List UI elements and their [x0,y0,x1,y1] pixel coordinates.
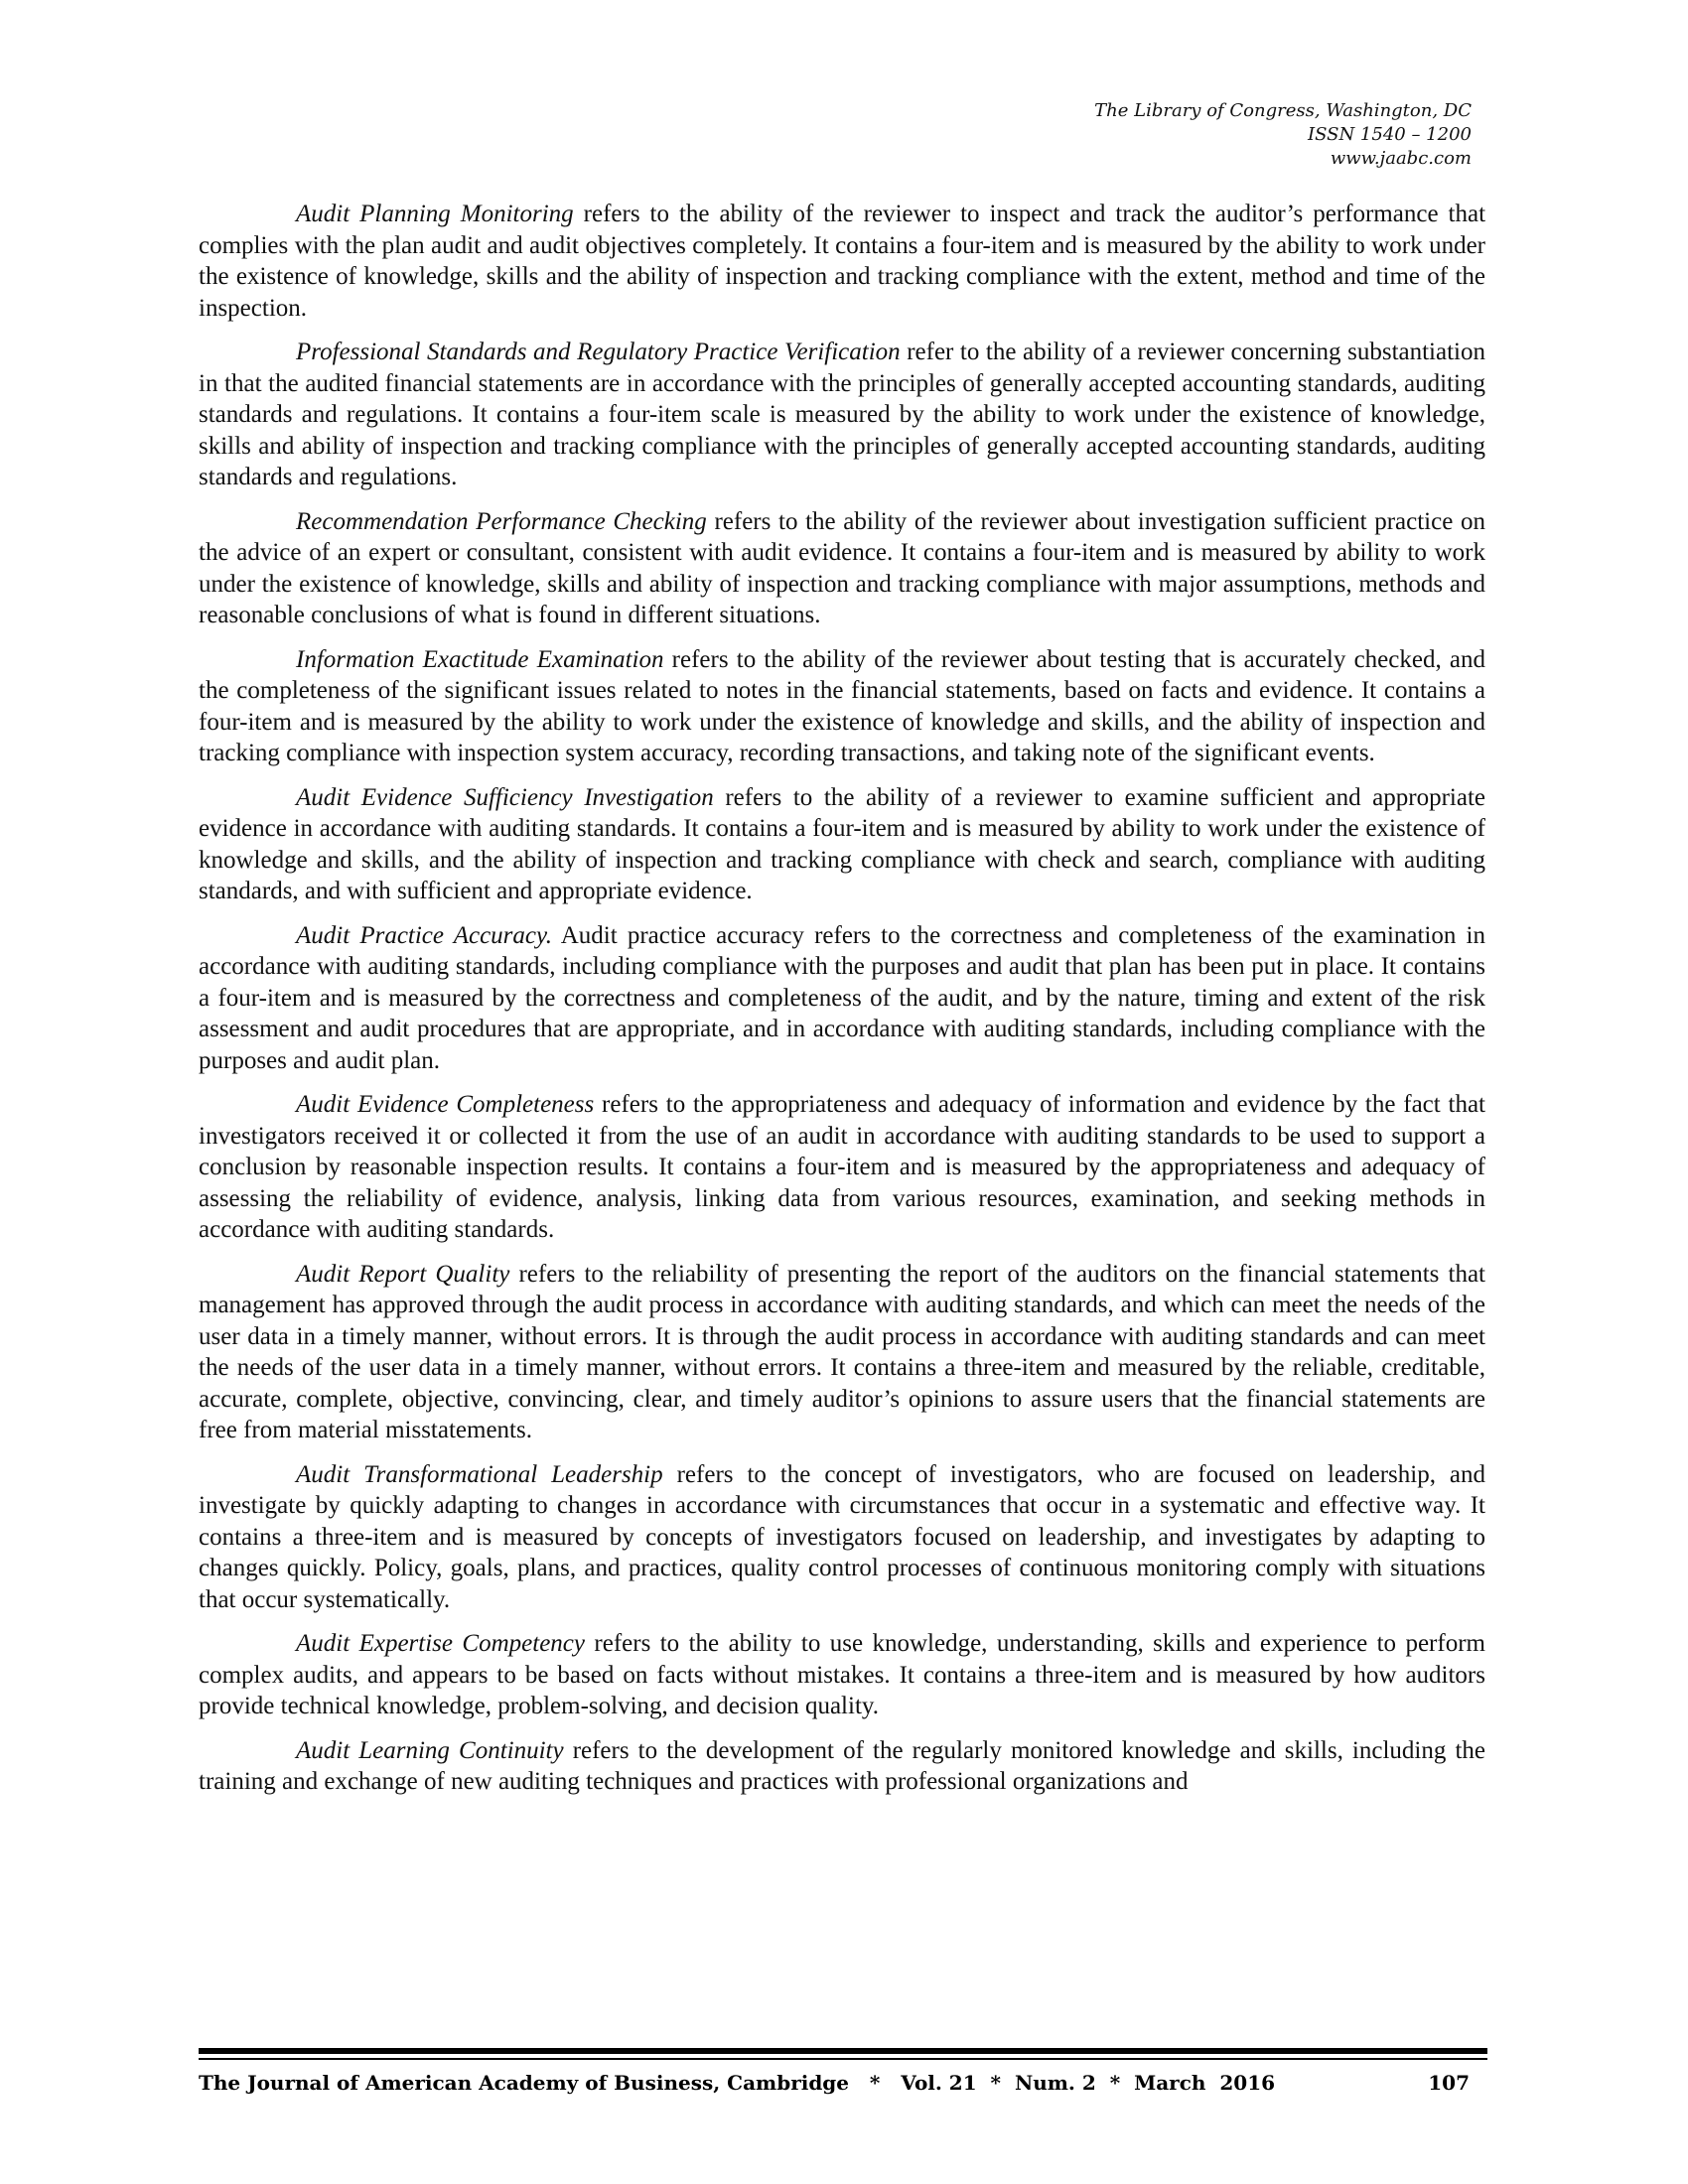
page-number: 107 [1428,2071,1470,2095]
defined-term: Audit Learning Continuity [296,1736,564,1764]
paragraph-text: refers to the development of the regularly monitored knowledge and skills, including the training and exchange of new auditing techniques and practices with professional organizations and [199,1736,1485,1795]
paragraph [199,1628,1485,1722]
paragraph-text: refers to the concept of investigators, who are focused on leadership, and investigate by quickly adapting to changes in accordance with circumstances that occur in a systematic and effective way. It contains a three-item and is measured by concepts of investigators focused on leadership, and investigates by adapting to changes quickly. Policy, goals, plans, and practices, quality control processes of continuous monitoring comply with situations that occur systematically. [199,1460,1485,1613]
paragraph-text: refers to the reliability of presenting the report of the auditors on the financial statements that management has approved through the audit process in accordance with auditing standards, and which can meet the needs of the user data in a timely manner, without errors. It is through the audit process in accordance with auditing standards and can meet the needs of the user data in a timely manner, without errors. It contains a three-item and measured by the reliable, creditable, accurate, complete, objective, convincing, clear, and timely auditor’s opinions to assure users that the financial statements are free from material misstatements. [199,1260,1485,1443]
paragraph-text: refers to the ability of the reviewer to inspect and track the auditor’s performance that complies with the plan audit and audit objectives completely. It contains a four-item and is measured by the ability to work under the existence of knowledge, skills and the ability of inspection and tracking compliance with the extent, method and time of the inspection. [199,201,1486,322]
footer-divider-thin [199,2058,1487,2060]
header-issn: ISSN 1540 – 1200 [1308,124,1472,145]
defined-term: Audit Expertise Competency [296,1630,585,1657]
body-text [199,199,1485,1811]
defined-term: Audit Evidence Sufficiency Investigation [296,783,714,811]
paragraph [199,1459,1485,1616]
paragraph [199,782,1485,907]
defined-term: Professional Standards and Regulatory Practice Verification [296,339,901,365]
paragraph [199,337,1485,493]
page-footer [199,2067,1487,2103]
paragraph-text: refer to the ability of a reviewer concerning substantiation in that the audited financial statements are in accordance with the principles of generally accepted accounting standards, auditing standards and regulations. It contains a four-item scale is measured by the ability to work under the existence of knowledge, skills and ability of inspection and tracking compliance with the principles of generally accepted accounting standards, auditing standards and regulations. [199,339,1485,490]
footer-journal-citation: The Journal of American Academy of Business, Cambridge * Vol. 21 * Num. 2 * March 2016 [199,2071,1276,2095]
defined-term: Information Exactitude Examination [296,645,664,673]
paragraph-text: Audit practice accuracy refers to the correctness and completeness of the examination in accordance with auditing standards, including compliance with the purposes and audit that plan has been put in place. It contains a four-item and is measured by the correctness and completeness of the audit, and by the nature, timing and extent of the risk assessment and audit procedures that are appropriate, and in accordance with auditing standards, including compliance with the purposes and audit plan. [199,921,1485,1074]
defined-term: Audit Planning Monitoring [296,201,574,227]
header-library: The Library of Congress, Washington, DC [1094,100,1472,121]
paragraph [199,506,1485,631]
paragraph [199,1259,1485,1446]
paragraph-text: refers to the ability of the reviewer about testing that is accurately checked, and the completeness of the significant issues related to notes in the financial statements, based on facts and evidence. It contains a four-item and is measured by the ability to work under the existence of knowledge and skills, and the ability of inspection and tracking compliance with inspection system accuracy, recording transactions, and taking note of the significant events. [199,645,1485,766]
paragraph [199,644,1485,769]
paragraph [199,1089,1485,1246]
header-website: www.jaabc.com [1330,148,1472,169]
defined-term: Recommendation Performance Checking [296,507,707,535]
defined-term: Audit Evidence Completeness [296,1091,595,1118]
defined-term: Audit Practice Accuracy. [296,921,552,949]
paragraph-text: refers to the ability of the reviewer about investigation sufficient practice on the advice of an expert or consultant, consistent with audit evidence. It contains a four-item and is measured by ability to work under the existence of knowledge, skills and ability of inspection and tracking compliance with major assumptions, methods and reasonable conclusions of what is found in different situations. [199,507,1485,628]
running-header [876,99,1472,171]
paragraph-text: refers to the ability of a reviewer to examine sufficient and appropriate evidence in accordance with auditing standards. It contains a four-item and is measured by ability to work under the existence of knowledge and skills, and the ability of inspection and tracking compliance with check and search, compliance with auditing standards, and with sufficient and appropriate evidence. [199,783,1485,904]
paragraph-text: refers to the ability to use knowledge, understanding, skills and experience to perform complex audits, and appears to be based on facts without mistakes. It contains a three-item and is measured by how auditors provide technical knowledge, problem-solving, and decision quality. [199,1630,1485,1719]
paragraph-text: refers to the appropriateness and adequacy of information and evidence by the fact that investigators received it or collected it from the use of an audit in accordance with auditing standards to be used to support a conclusion by reasonable inspection results. It contains a four-item and is measured by the appropriateness and adequacy of assessing the reliability of evidence, analysis, linking data from various resources, examination, and seeking methods in accordance with auditing standards. [199,1091,1485,1243]
paragraph [199,1735,1485,1798]
footer-divider-thick [199,2048,1487,2054]
defined-term: Audit Report Quality [296,1260,510,1288]
defined-term: Audit Transformational Leadership [296,1460,663,1488]
paragraph [199,920,1485,1077]
paragraph [199,199,1485,324]
